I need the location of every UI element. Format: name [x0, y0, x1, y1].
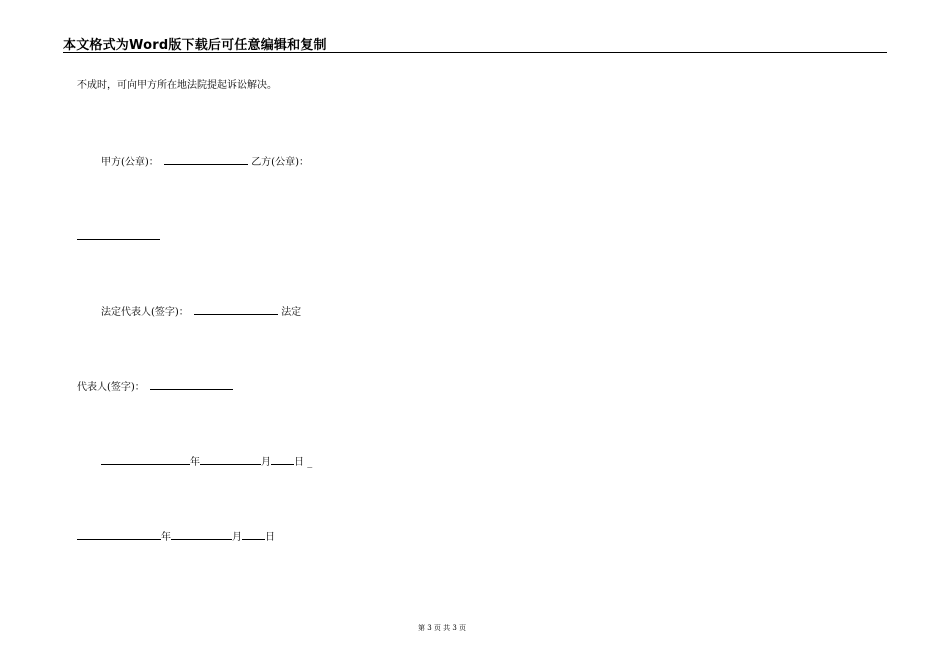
party-signature-line — [101, 154, 309, 169]
rep-b-line — [77, 379, 233, 394]
page-header — [63, 36, 887, 53]
date-a-month-blank — [200, 454, 261, 465]
representative-line — [101, 304, 301, 319]
party-b-blank — [77, 229, 160, 240]
party-b-label: 乙方(公章)： — [251, 157, 309, 168]
date-a-tail: _ — [307, 457, 313, 468]
date-a-day: 日 — [294, 457, 304, 468]
rep-b-label-start: 法定 — [281, 307, 302, 318]
rep-b-blank — [150, 379, 233, 390]
date-line-b — [77, 529, 275, 544]
header-title: 本文格式为Word版下载后可任意编辑和复制 — [63, 38, 327, 53]
date-a-month: 月 — [261, 457, 271, 468]
rep-b-label-end: 代表人(签字)： — [77, 382, 145, 393]
page-footer: 第 3 页 共 3 页 — [417, 624, 467, 632]
rep-a-blank — [194, 304, 278, 315]
date-b-year-blank — [77, 529, 161, 540]
date-a-year: 年 — [190, 457, 200, 468]
date-b-day-blank — [242, 529, 265, 540]
date-line-a — [101, 454, 312, 469]
party-b-line — [77, 229, 160, 244]
date-a-day-blank — [271, 454, 294, 465]
date-b-month-blank — [171, 529, 232, 540]
paragraph-dispute-resolution: 不成时，可向甲方所在地法院提起诉讼解决。 — [77, 80, 277, 91]
rep-a-label: 法定代表人(签字)： — [101, 307, 189, 318]
date-b-month: 月 — [232, 532, 242, 543]
party-a-label: 甲方(公章)： — [101, 157, 159, 168]
party-a-blank — [164, 154, 248, 165]
date-b-day: 日 — [265, 532, 275, 543]
date-b-year: 年 — [161, 532, 171, 543]
date-a-year-blank — [101, 454, 190, 465]
